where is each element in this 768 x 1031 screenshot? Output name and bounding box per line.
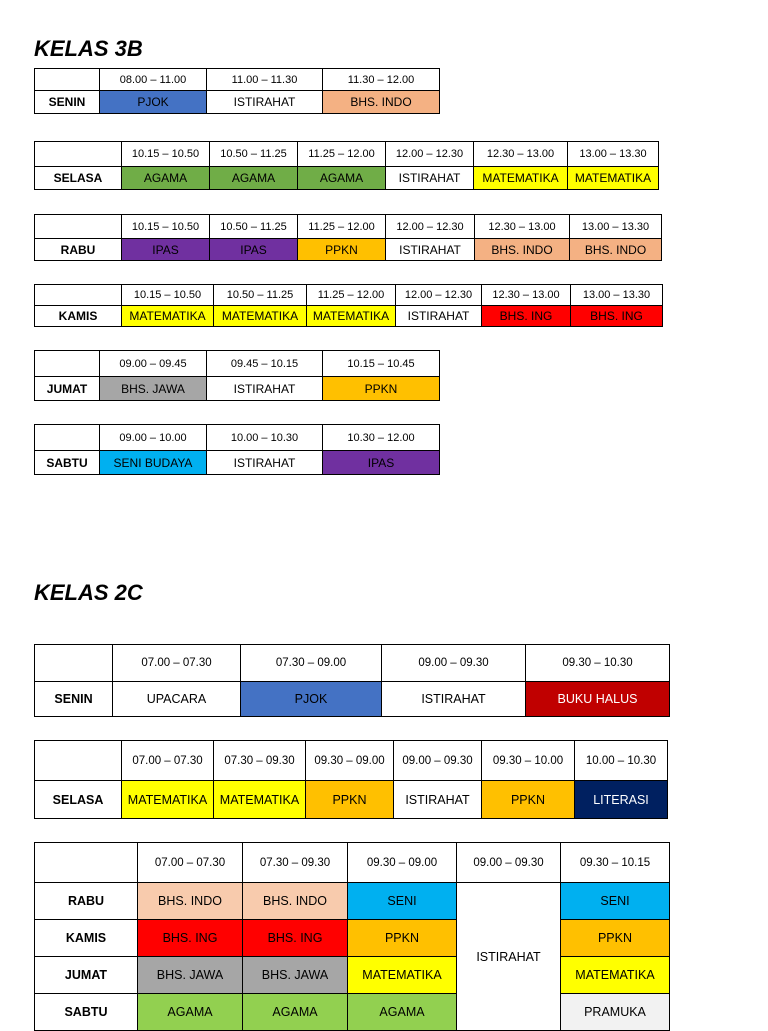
time-slot: 09.00 – 09.30 [382,645,526,682]
subject-cell: MATEMATIKA [568,167,659,190]
subject-cell: MATEMATIKA [307,306,396,327]
time-slot: 10.15 – 10.45 [323,351,440,377]
subject-cell: ISTIRAHAT [207,91,323,114]
corner-cell [35,741,122,781]
time-slot: 07.00 – 07.30 [122,741,214,781]
corner-cell [35,843,138,883]
subject-cell: SENI BUDAYA [100,451,207,475]
day-label: SABTU [35,994,138,1031]
subject-cell: MATEMATIKA [214,306,307,327]
subject-cell: ISTIRAHAT [394,781,482,819]
table-2c-selasa [34,740,668,819]
time-slot: 07.30 – 09.00 [241,645,382,682]
subject-cell: BHS. INDO [323,91,440,114]
table-3b-rabu [34,214,662,261]
corner-cell [35,215,122,239]
time-slot: 12.00 – 12.30 [386,142,474,167]
day-label: RABU [35,883,138,920]
subject-cell: BHS. JAWA [100,377,207,401]
corner-cell [35,645,113,682]
day-label: JUMAT [35,957,138,994]
subject-cell: MATEMATIKA [348,957,457,994]
time-slot: 10.15 – 10.50 [122,285,214,306]
subject-cell: BHS. INDO [243,883,348,920]
time-slot: 11.25 – 12.00 [298,215,386,239]
time-slot: 09.30 – 10.30 [526,645,670,682]
subject-cell: AGAMA [122,167,210,190]
day-label: RABU [35,239,122,261]
subject-cell: AGAMA [138,994,243,1031]
subject-cell: BHS. INDO [570,239,662,261]
subject-cell: ISTIRAHAT [386,167,474,190]
time-slot: 09.30 – 10.00 [482,741,575,781]
subject-cell: PPKN [298,239,386,261]
subject-cell: AGAMA [210,167,298,190]
time-slot: 10.15 – 10.50 [122,215,210,239]
table-3b-senin [34,68,440,114]
subject-cell: ISTIRAHAT [382,682,526,717]
time-slot: 09.00 – 09.30 [457,843,561,883]
day-label: SABTU [35,451,100,475]
time-slot: 09.30 – 09.00 [306,741,394,781]
subject-cell: LITERASI [575,781,668,819]
time-slot: 10.50 – 11.25 [210,142,298,167]
table-3b-selasa [34,141,659,190]
subject-cell: AGAMA [243,994,348,1031]
table-3b-jumat [34,350,440,401]
time-slot: 10.50 – 11.25 [210,215,298,239]
day-label: SENIN [35,91,100,114]
time-slot: 07.00 – 07.30 [138,843,243,883]
subject-cell: BHS. ING [571,306,663,327]
subject-cell: AGAMA [348,994,457,1031]
day-label: SENIN [35,682,113,717]
time-slot: 11.25 – 12.00 [298,142,386,167]
time-slot: 12.00 – 12.30 [386,215,475,239]
corner-cell [35,69,100,91]
title-kelas-2c: KELAS 2C [34,580,143,605]
rest-cell: ISTIRAHAT [457,883,561,1031]
time-slot: 12.00 – 12.30 [396,285,482,306]
subject-cell: SENI [561,883,670,920]
time-slot: 10.15 – 10.50 [122,142,210,167]
time-slot: 13.00 – 13.30 [570,215,662,239]
subject-cell: PPKN [561,920,670,957]
subject-cell: BHS. JAWA [243,957,348,994]
table-2c-rabu-sabtu [34,842,670,1031]
table-3b-kamis [34,284,663,327]
subject-cell: BHS. ING [482,306,571,327]
title-kelas-3b: KELAS 3B [34,36,143,61]
time-slot: 09.45 – 10.15 [207,351,323,377]
day-label: SELASA [35,167,122,190]
subject-cell: BHS. ING [243,920,348,957]
subject-cell: PJOK [241,682,382,717]
subject-cell: PPKN [323,377,440,401]
subject-cell: MATEMATIKA [214,781,306,819]
time-slot: 12.30 – 13.00 [482,285,571,306]
time-slot: 10.00 – 10.30 [207,425,323,451]
time-slot: 12.30 – 13.00 [475,215,570,239]
day-label: KAMIS [35,920,138,957]
subject-cell: BHS. JAWA [138,957,243,994]
subject-cell: IPAS [122,239,210,261]
subject-cell: IPAS [323,451,440,475]
subject-cell: MATEMATIKA [561,957,670,994]
time-slot: 11.00 – 11.30 [207,69,323,91]
subject-cell: BHS. ING [138,920,243,957]
day-label: SELASA [35,781,122,819]
time-slot: 12.30 – 13.00 [474,142,568,167]
time-slot: 07.30 – 09.30 [243,843,348,883]
subject-cell: BHS. INDO [138,883,243,920]
time-slot: 09.00 – 09.30 [394,741,482,781]
subject-cell: ISTIRAHAT [207,377,323,401]
time-slot: 11.25 – 12.00 [307,285,396,306]
subject-cell: AGAMA [298,167,386,190]
time-slot: 10.30 – 12.00 [323,425,440,451]
time-slot: 09.30 – 09.00 [348,843,457,883]
subject-cell: IPAS [210,239,298,261]
time-slot: 09.00 – 10.00 [100,425,207,451]
corner-cell [35,285,122,306]
time-slot: 13.00 – 13.30 [568,142,659,167]
corner-cell [35,351,100,377]
subject-cell: PPKN [482,781,575,819]
subject-cell: ISTIRAHAT [386,239,475,261]
subject-cell: UPACARA [113,682,241,717]
time-slot: 07.30 – 09.30 [214,741,306,781]
time-slot: 08.00 – 11.00 [100,69,207,91]
day-label: KAMIS [35,306,122,327]
subject-cell: PPKN [306,781,394,819]
day-label: JUMAT [35,377,100,401]
subject-cell: BHS. INDO [475,239,570,261]
time-slot: 07.00 – 07.30 [113,645,241,682]
time-slot: 11.30 – 12.00 [323,69,440,91]
time-slot: 13.00 – 13.30 [571,285,663,306]
subject-cell: PRAMUKA [561,994,670,1031]
corner-cell [35,425,100,451]
subject-cell: MATEMATIKA [122,781,214,819]
subject-cell: BUKU HALUS [526,682,670,717]
table-2c-senin [34,644,670,717]
table-3b-sabtu [34,424,440,475]
subject-cell: MATEMATIKA [122,306,214,327]
time-slot: 10.00 – 10.30 [575,741,668,781]
subject-cell: ISTIRAHAT [396,306,482,327]
time-slot: 09.30 – 10.15 [561,843,670,883]
subject-cell: PPKN [348,920,457,957]
subject-cell: SENI [348,883,457,920]
time-slot: 09.00 – 09.45 [100,351,207,377]
time-slot: 10.50 – 11.25 [214,285,307,306]
corner-cell [35,142,122,167]
subject-cell: PJOK [100,91,207,114]
subject-cell: MATEMATIKA [474,167,568,190]
subject-cell: ISTIRAHAT [207,451,323,475]
